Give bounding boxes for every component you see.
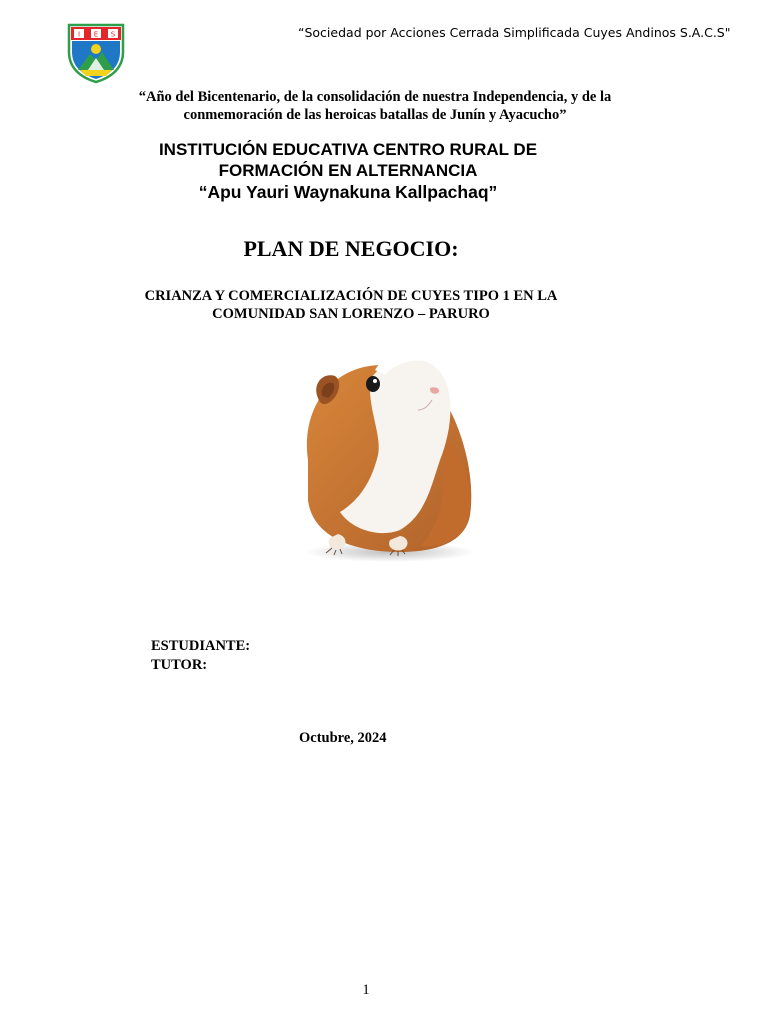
guinea-pig-illustration bbox=[290, 340, 490, 565]
project-title bbox=[100, 287, 602, 323]
project-title-line-1: CRIANZA Y COMERCIALIZACIÓN DE CUYES TIPO 1 EN LA bbox=[144, 288, 558, 304]
crest-icon bbox=[66, 22, 126, 84]
student-label: ESTUDIANTE: bbox=[151, 638, 251, 654]
school-logo bbox=[66, 22, 126, 84]
logo-letter-2: E bbox=[93, 30, 99, 39]
company-header: “Sociedad por Acciones Cerrada Simplificada Cuyes Andinos S.A.C.S" bbox=[298, 25, 731, 40]
people-block bbox=[151, 637, 451, 675]
plan-title: PLAN DE NEGOCIO: bbox=[243, 236, 459, 261]
logo-letter-1: I bbox=[77, 30, 81, 39]
institution-line-2: FORMACIÓN EN ALTERNANCIA bbox=[218, 161, 478, 180]
year-motto bbox=[100, 88, 650, 124]
institution-name bbox=[98, 139, 598, 203]
page-number: 1 bbox=[362, 982, 370, 998]
guinea-pig-photo bbox=[290, 340, 490, 565]
tutor-label: TUTOR: bbox=[151, 657, 208, 673]
year-motto-line-1: “Año del Bicentenario, de la consolidación de nuestra Independencia, y de la bbox=[138, 89, 612, 105]
year-motto-line-2: conmemoración de las heroicas batallas de Junín y Ayacucho” bbox=[183, 107, 567, 123]
project-title-line-2: COMUNIDAD SAN LORENZO – PARURO bbox=[212, 306, 490, 322]
document-date: Octubre, 2024 bbox=[299, 730, 387, 746]
school-name: “Apu Yauri Waynakuna Kallpachaq” bbox=[198, 182, 498, 202]
logo-letter-3: S bbox=[110, 30, 116, 39]
institution-line-1: INSTITUCIÓN EDUCATIVA CENTRO RURAL DE bbox=[158, 140, 538, 159]
